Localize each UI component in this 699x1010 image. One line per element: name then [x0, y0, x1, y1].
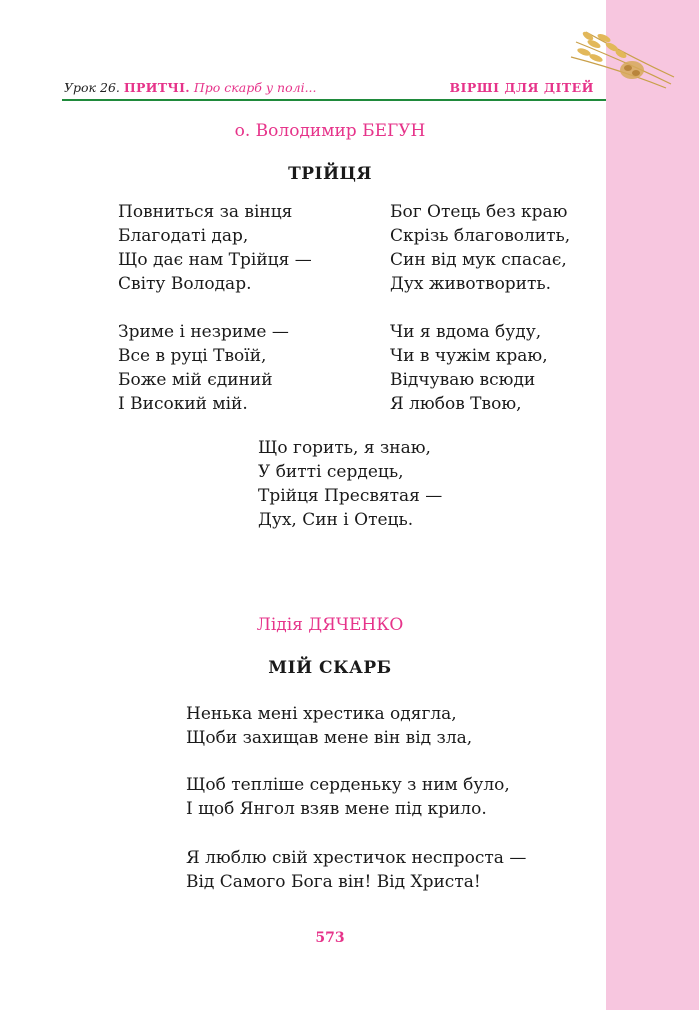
verse-line: Від Самого Бога він! Від Христа!: [186, 872, 481, 892]
verse-line: Що горить, я знаю,: [258, 438, 431, 458]
poem1-stanza-1: [118, 200, 312, 296]
verse-line: Дух животворить.: [390, 274, 552, 294]
verse-line: Що дає нам Трійця —: [118, 250, 312, 270]
verse-line: Я люблю свій хрестичок неспроста —: [186, 848, 527, 868]
verse-line: Боже мій єдиний: [118, 370, 273, 390]
verse-line: Бог Отець без краю: [390, 202, 568, 222]
verse-line: У битті сердець,: [258, 462, 404, 482]
poem2-title: МІЙ СКАРБ: [268, 658, 392, 678]
poem1-stanza-5: [258, 436, 442, 532]
running-header: [64, 80, 594, 100]
verse-line: Син від мук спасає,: [390, 250, 567, 270]
verse-line: Щоб тепліше серденьку з ним було,: [186, 775, 510, 795]
verse-line: Все в руці Твоїй,: [118, 346, 267, 366]
header-left: [64, 80, 317, 95]
page-number: 573: [315, 930, 345, 946]
verse-line: Благодаті дар,: [118, 226, 249, 246]
verse-line: Відчуваю всюди: [390, 370, 536, 390]
side-color-band: [606, 0, 699, 1010]
poem1-stanza-2: [390, 200, 570, 296]
poem1-author: о. Володимир БЕГУН: [234, 121, 426, 141]
verse-line: Чи я вдома буду,: [390, 322, 542, 342]
header-rule: [62, 99, 606, 101]
poem2-stanza-2: [186, 773, 510, 821]
poem1-title: ТРІЙЦЯ: [288, 164, 372, 184]
verse-line: Повниться за вінця: [118, 202, 293, 222]
verse-line: Ненька мені хрестика одягла,: [186, 704, 457, 724]
poem1-stanza-4: [390, 320, 548, 416]
verse-line: І Високий мій.: [118, 394, 248, 414]
poem2-author: Лідія ДЯЧЕНКО: [256, 615, 404, 635]
poem1-stanza-3: [118, 320, 289, 416]
verse-line: Світу Володар.: [118, 274, 252, 294]
verse-line: Зриме і незриме —: [118, 322, 289, 342]
verse-line: Чи в чужім краю,: [390, 346, 548, 366]
section-title: ВІРШІ ДЛЯ ДІТЕЙ: [449, 80, 594, 95]
lesson-heading: ПРИТЧІ.: [123, 80, 190, 95]
verse-line: Дух, Син і Отець.: [258, 510, 414, 530]
verse-line: Скрізь благоволить,: [390, 226, 571, 246]
lesson-subtitle: Про скарб у полі...: [193, 80, 317, 95]
verse-line: Трійця Пресвятая —: [258, 486, 443, 506]
verse-line: Щоби захищав мене він від зла,: [186, 728, 473, 748]
poem2-stanza-1: [186, 702, 472, 750]
lesson-number: Урок 26.: [64, 80, 120, 95]
verse-line: І щоб Янгол взяв мене під крило.: [186, 799, 487, 819]
poem2-stanza-3: [186, 846, 526, 894]
verse-line: Я любов Твою,: [390, 394, 522, 414]
